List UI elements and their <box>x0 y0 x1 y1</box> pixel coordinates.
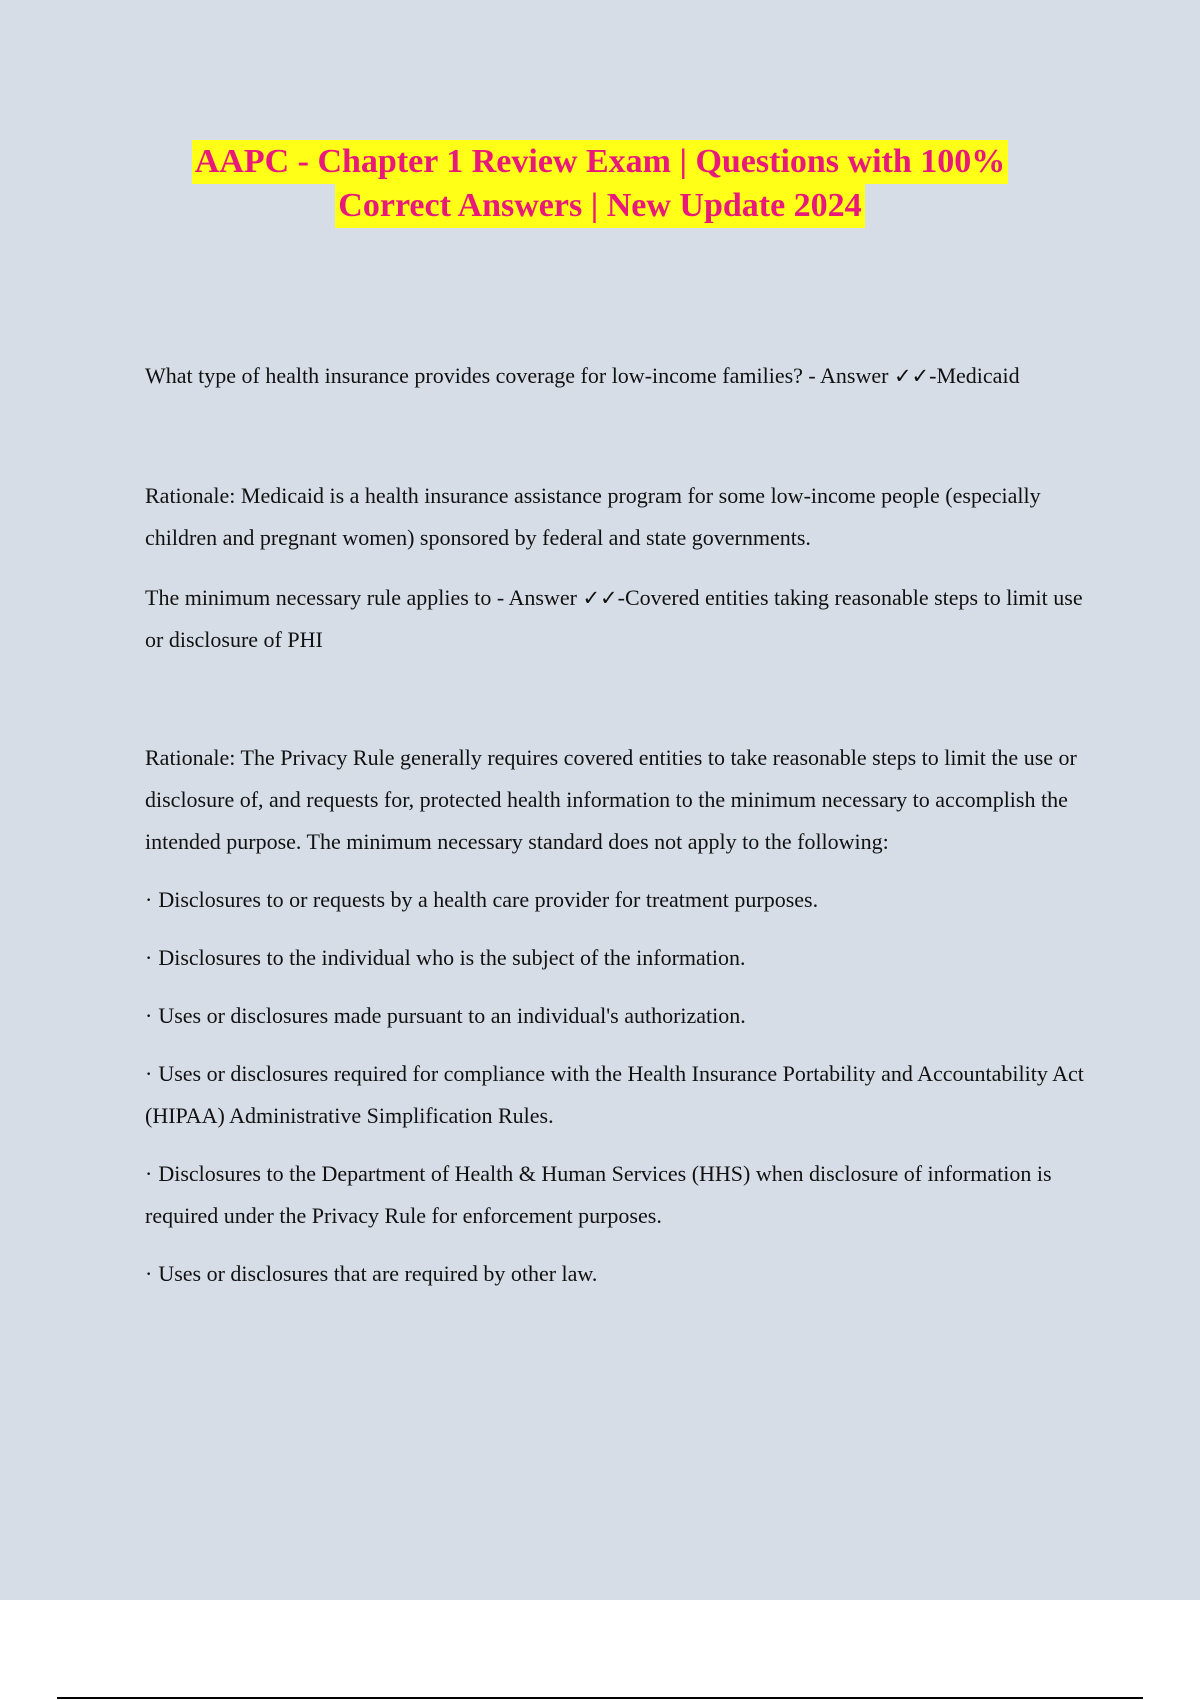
document-body <box>145 355 1090 1295</box>
list-item <box>145 1153 1090 1237</box>
question-1-text: What type of health insurance provides coverage for low-income families? - Answer <box>145 363 894 388</box>
check-mark-icon: ✓✓ <box>582 586 618 610</box>
page-title <box>0 140 1200 228</box>
answer-2-text: -Covered entities taking reasonable steps to limit use or disclosure of PHI <box>145 585 1083 652</box>
check-mark-icon: ✓✓ <box>893 364 930 388</box>
list-item-text: Uses or disclosures that are required by other law. <box>158 1261 598 1286</box>
title-line-1: AAPC - Chapter 1 Review Exam | Questions with 100% <box>192 140 1009 184</box>
title-line-2: Correct Answers | New Update 2024 <box>335 184 864 228</box>
list-item <box>145 995 1090 1037</box>
bullet-icon: · <box>145 1161 153 1186</box>
question-1 <box>145 355 1090 397</box>
rationale-2: Rationale: The Privacy Rule generally requires covered entities to take reasonable steps to limit the use or disclosure of, and requests for, protected health information to the minimum necessary to accomplish the intended purpose. The minimum necessary standard does not apply to the following: <box>145 745 1077 854</box>
rationale-1: Rationale: Medicaid is a health insurance assistance program for some low-income people (especially children and pregnant women) sponsored by federal and state governments. <box>145 483 1041 550</box>
list-item <box>145 1053 1090 1137</box>
exception-list <box>145 879 1090 1295</box>
footer-divider <box>57 1697 1143 1699</box>
list-item-text: Disclosures to the Department of Health & Human Services (HHS) when disclosure of information is required under the Privacy Rule for enforcement purposes. <box>145 1161 1052 1228</box>
bullet-icon: · <box>145 1061 153 1086</box>
list-item-text: Uses or disclosures required for compliance with the Health Insurance Portability and Accountability Act (HIPAA) Administrative Simplification Rules. <box>145 1061 1084 1128</box>
list-item-text: Uses or disclosures made pursuant to an individual's authorization. <box>158 1003 746 1028</box>
question-2-text: The minimum necessary rule applies to - Answer <box>145 585 583 610</box>
list-item <box>145 879 1090 921</box>
answer-1-text: -Medicaid <box>929 363 1020 388</box>
bullet-icon: · <box>145 1261 153 1286</box>
bullet-icon: · <box>145 1003 153 1028</box>
bullet-icon: · <box>145 945 153 970</box>
list-item-text: Disclosures to or requests by a health care provider for treatment purposes. <box>158 887 819 912</box>
bullet-icon: · <box>145 887 153 912</box>
list-item <box>145 937 1090 979</box>
list-item <box>145 1253 1090 1295</box>
question-2 <box>145 577 1090 661</box>
list-item-text: Disclosures to the individual who is the subject of the information. <box>158 945 746 970</box>
